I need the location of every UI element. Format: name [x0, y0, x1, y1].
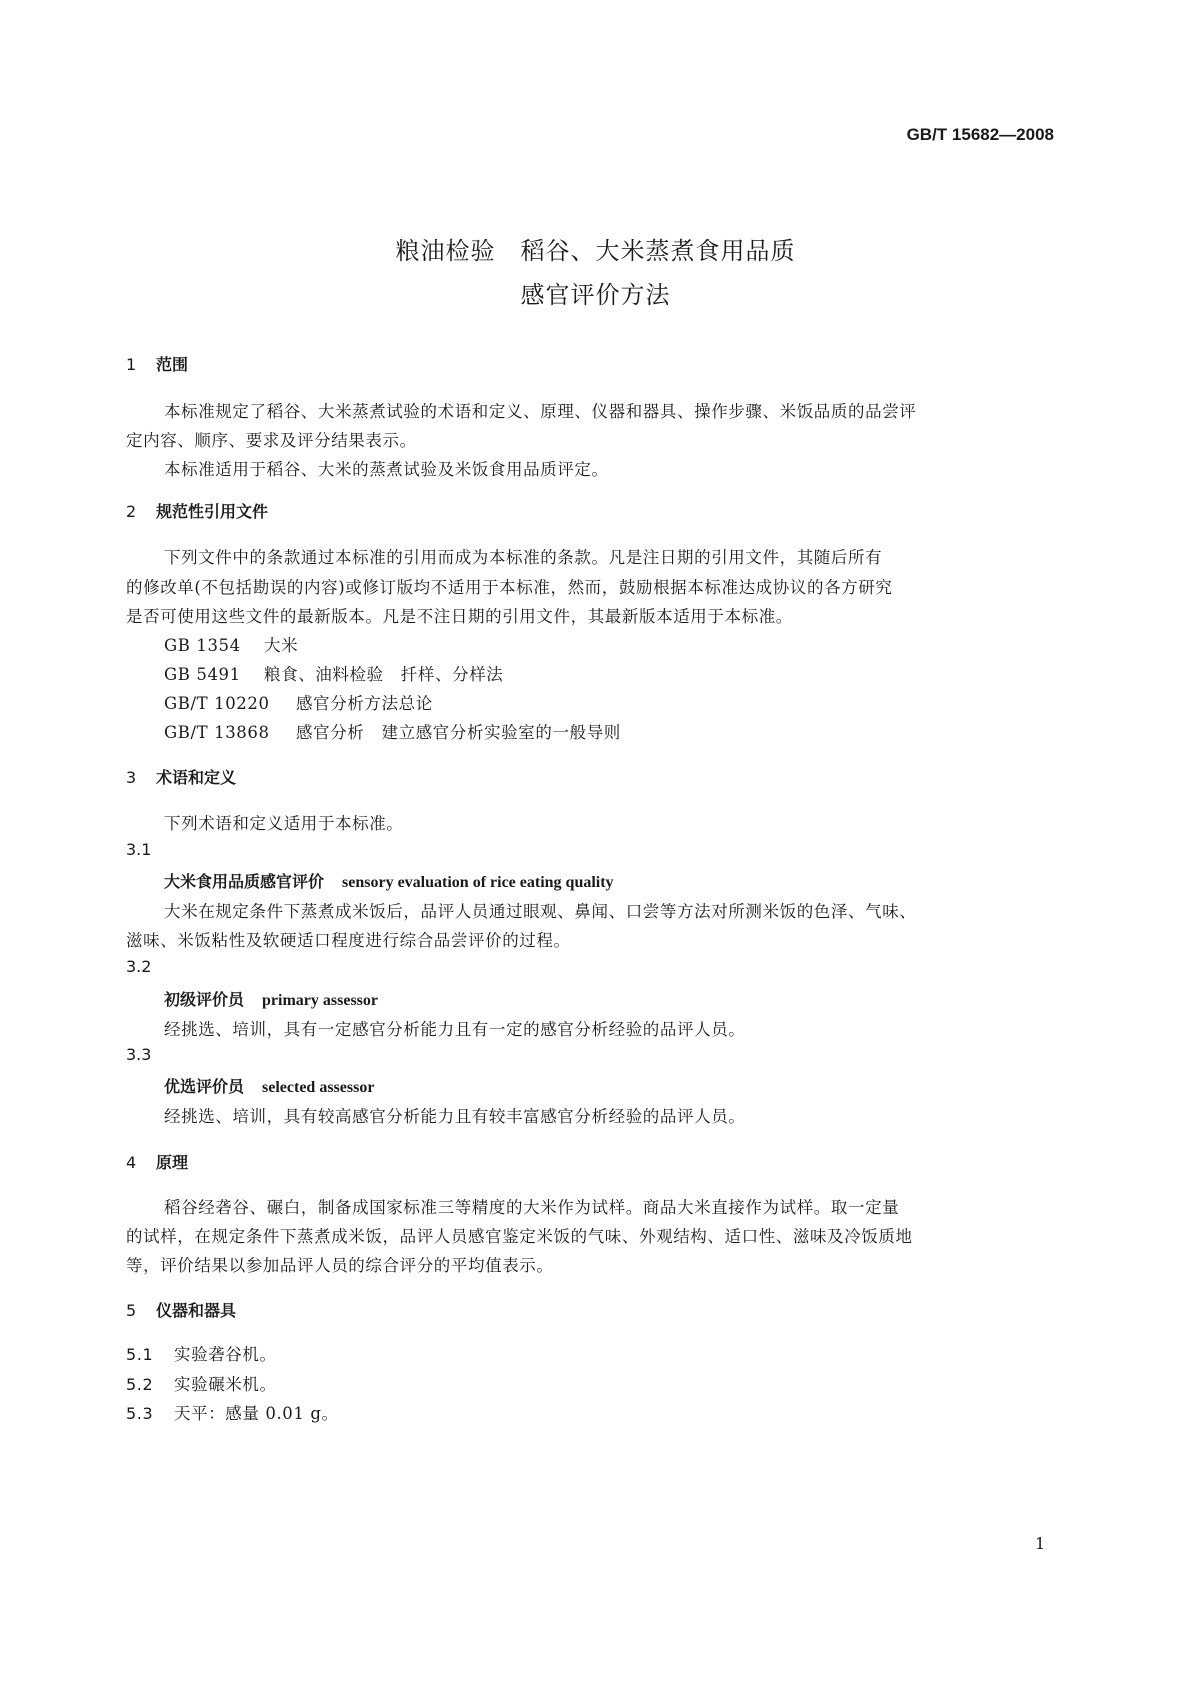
section-number: 3 [126, 768, 137, 787]
paragraph-line: 经挑选、培训，具有一定感官分析能力且有一定的感官分析经验的品评人员。 [164, 1020, 746, 1039]
item-number: 5.3 [126, 1404, 154, 1423]
paragraph-line: 是否可使用这些文件的最新版本。凡是不注日期的引用文件，其最新版本适用于本标准。 [126, 607, 793, 626]
section-4-heading [126, 1150, 188, 1173]
document-title-line-1: 粮油检验 稻谷、大米蒸煮食用品质 [395, 237, 796, 265]
document-title-line-2: 感官评价方法 [520, 281, 671, 309]
standard-number: GB/T 15682—2008 [906, 125, 1054, 144]
section-title: 范围 [156, 355, 189, 374]
reference-item [164, 719, 621, 743]
paragraph-line: 滋味、米饭粘性及软硬适口程度进行综合品尝评价的过程。 [126, 931, 571, 950]
item-text: 天平：感量 0.01 g。 [174, 1404, 339, 1423]
reference-title: 粮食、油料检验 扦样、分样法 [264, 665, 504, 684]
paragraph-line: 大米在规定条件下蒸煮成米饭后，品评人员通过眼观、鼻闻、口尝等方法对所测米饭的色泽、气味、 [164, 902, 917, 921]
reference-title: 感官分析 建立感官分析实验室的一般导则 [296, 723, 621, 742]
reference-title: 感官分析方法总论 [296, 694, 433, 713]
section-number: 5 [126, 1301, 137, 1320]
section-1-heading [126, 352, 188, 375]
term-heading [164, 987, 378, 1010]
term-cn: 大米食用品质感官评价 [164, 872, 325, 891]
paragraph-line: 经挑选、培训，具有较高感官分析能力且有较丰富感官分析经验的品评人员。 [164, 1107, 746, 1126]
section-2-heading [126, 499, 268, 522]
section-title: 原理 [156, 1153, 189, 1172]
paragraph-line: 定内容、顺序、要求及评分结果表示。 [126, 431, 417, 450]
paragraph-line: 的修改单(不包括勘误的内容)或修订版均不适用于本标准，然而，鼓励根据本标准达成协议的各方研究 [126, 578, 893, 597]
section-3-heading [126, 765, 236, 788]
reference-code: GB 1354 [164, 636, 241, 655]
paragraph-line: 下列文件中的条款通过本标准的引用而成为本标准的条款。凡是注日期的引用文件，其随后所有 [164, 548, 883, 567]
paragraph-line: 等，评价结果以参加品评人员的综合评分的平均值表示。 [126, 1256, 554, 1275]
list-item [126, 1341, 277, 1365]
section-number: 1 [126, 355, 137, 374]
page-number: 1 [1035, 1534, 1046, 1553]
section-number: 2 [126, 502, 137, 521]
paragraph-line: 下列术语和定义适用于本标准。 [164, 814, 404, 833]
reference-code: GB 5491 [164, 665, 241, 684]
reference-item [164, 690, 433, 714]
list-item [126, 1371, 277, 1395]
term-number: 3.3 [126, 1045, 152, 1064]
section-number: 4 [126, 1153, 137, 1172]
term-cn: 初级评价员 [164, 990, 245, 1009]
term-en: selected assessor [262, 1079, 375, 1096]
term-number: 3.1 [126, 840, 152, 859]
term-en: sensory evaluation of rice eating quality [342, 874, 614, 891]
list-item [126, 1400, 339, 1424]
term-heading [164, 869, 614, 892]
section-title: 规范性引用文件 [156, 502, 269, 521]
paragraph-line: 本标准规定了稻谷、大米蒸煮试验的术语和定义、原理、仪器和器具、操作步骤、米饭品质的品尝评 [164, 402, 917, 421]
paragraph-line: 本标准适用于稻谷、大米的蒸煮试验及米饭食用品质评定。 [164, 460, 609, 479]
reference-item [164, 632, 298, 656]
paragraph-line: 的试样，在规定条件下蒸煮成米饭，品评人员感官鉴定米饭的气味、外观结构、适口性、滋味及冷饭质地 [126, 1227, 913, 1246]
section-title: 术语和定义 [156, 768, 237, 787]
item-text: 实验砻谷机。 [174, 1345, 277, 1364]
item-number: 5.2 [126, 1375, 154, 1394]
term-cn: 优选评价员 [164, 1077, 245, 1096]
item-text: 实验碾米机。 [174, 1375, 277, 1394]
reference-title: 大米 [264, 636, 299, 655]
term-en: primary assessor [262, 992, 378, 1009]
paragraph-line: 稻谷经砻谷、碾白，制备成国家标准三等精度的大米作为试样。商品大米直接作为试样。取一定量 [164, 1198, 900, 1217]
reference-code: GB/T 13868 [164, 723, 270, 742]
reference-item [164, 661, 503, 685]
item-number: 5.1 [126, 1345, 154, 1364]
reference-code: GB/T 10220 [164, 694, 270, 713]
term-number: 3.2 [126, 957, 152, 976]
term-heading [164, 1074, 374, 1097]
section-5-heading [126, 1298, 236, 1321]
section-title: 仪器和器具 [156, 1301, 237, 1320]
